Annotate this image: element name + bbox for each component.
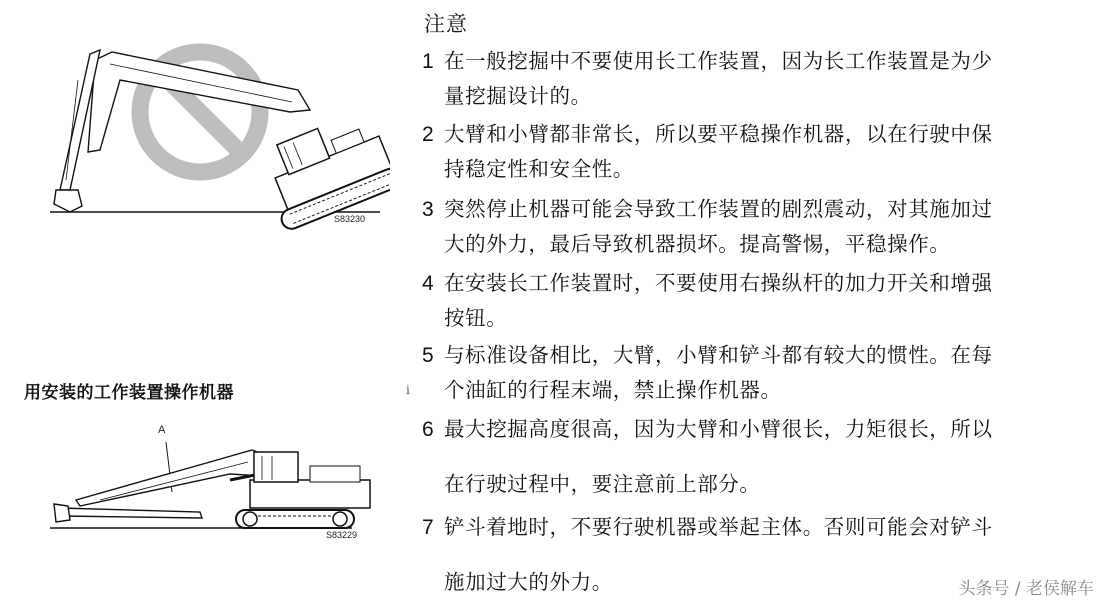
note-text: 大臂和小臂都非常长，所以要平稳操作机器，以在行驶中保: [444, 122, 993, 146]
figure-code: S83229: [326, 530, 358, 540]
note-number: 2: [422, 123, 435, 146]
note-text: 突然停止机器可能会导致工作装置的剧烈震动，对其施加过: [444, 197, 993, 221]
callout-label: A: [158, 424, 166, 436]
figure-code: S83230: [334, 214, 366, 224]
note-item: [422, 192, 993, 262]
note-text: 最大挖掘高度很高，因为大臂和小臂很长，力矩很长，所以: [444, 417, 993, 441]
stray-mark: i: [406, 383, 410, 397]
note-number: 7: [422, 516, 435, 539]
note-text: 与标准设备相比，大臂，小臂和铲斗都有较大的惯性。在每: [444, 343, 993, 367]
note-number: 5: [422, 344, 435, 367]
watermark: 头条号 / 老侯解车: [958, 579, 1094, 599]
note-text: 在安装长工作装置时，不要使用右操纵杆的加力开关和增强: [444, 271, 993, 295]
note-item: [422, 412, 993, 502]
section-title: 用安装的工作装置操作机器: [24, 383, 234, 403]
note-number: 1: [422, 50, 435, 73]
note-item: [422, 338, 993, 408]
note-text-continued: 在行驶过程中，要注意前上部分。: [444, 472, 761, 496]
excavator-long-attachment-illustration: [40, 420, 390, 542]
note-item: [422, 44, 993, 114]
note-item: [422, 266, 993, 336]
note-text-continued: 按钮。: [444, 306, 508, 330]
note-item: [422, 510, 993, 600]
note-text-continued: 施加过大的外力。: [444, 570, 613, 594]
note-text-continued: 量挖掘设计的。: [444, 84, 592, 108]
note-item: [422, 117, 993, 187]
long-attachment-figure: [40, 420, 390, 542]
note-number: 3: [422, 198, 435, 221]
tilted-excavator-illustration: [40, 40, 390, 230]
note-text-continued: 持稳定性和安全性。: [444, 157, 634, 181]
note-text-continued: 个油缸的行程末端，禁止操作机器。: [444, 378, 782, 402]
note-text: 在一般挖掘中不要使用长工作装置，因为长工作装置是为少: [444, 49, 993, 73]
note-number: 4: [422, 272, 435, 295]
prohibited-operation-figure: [40, 40, 390, 230]
notes-title: 注意: [424, 12, 468, 36]
note-number: 6: [422, 418, 435, 441]
note-text-continued: 大的外力，最后导致机器损坏。提高警惕，平稳操作。: [444, 232, 951, 256]
note-text: 铲斗着地时，不要行驶机器或举起主体。否则可能会对铲斗: [444, 515, 993, 539]
